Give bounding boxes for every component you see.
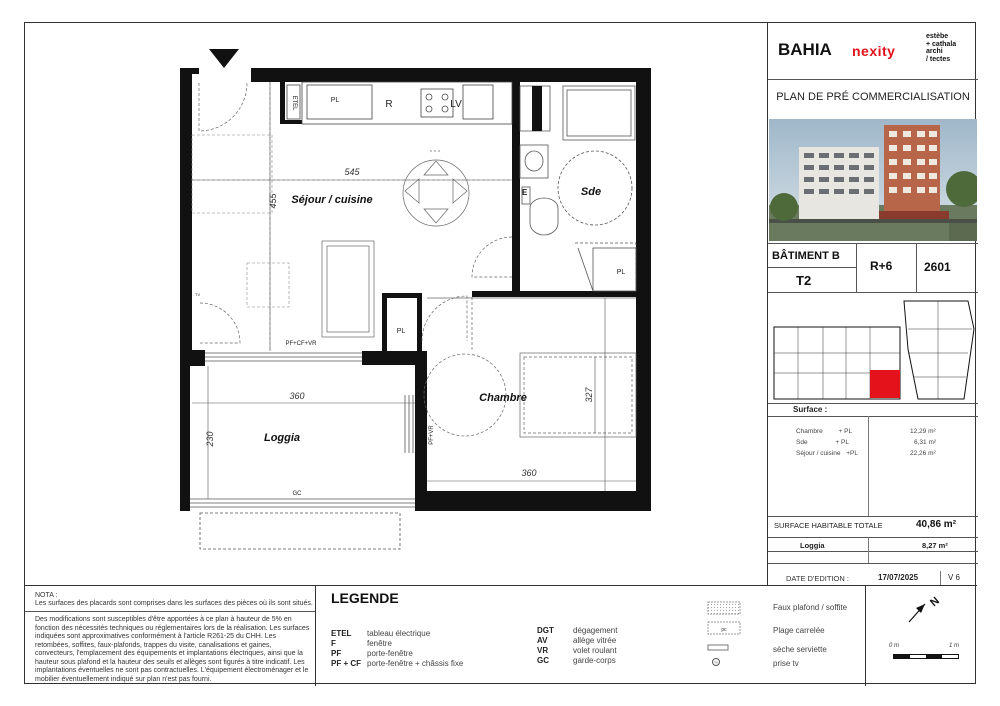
label-pf-sejour: PF+CF+VR	[285, 341, 317, 347]
apartment-highlight	[870, 370, 900, 398]
dining-table	[403, 151, 469, 226]
legend-right: DGT dégagement AV allège vitrée VR volet roulant GC garde-corps	[537, 626, 618, 665]
label-pl-chambre: PL	[396, 328, 406, 335]
dim-loggia-width: 360	[289, 391, 305, 401]
label-dishwasher: LV	[450, 99, 462, 110]
note-paragraph: Des modifications sont susceptibles d'être apportées à ce plan à hauteur de 5% en fonction des nécessités techniques ou réglementaires lors de la réalisation. Les surfaces indiquées sont approximatives conformément à l'article R261-25 du CHH. Les retombées, soffites, faux-plafonds, trappes du visite, canalisations et gaines, convecteurs, l'emplacement des équipements et implantations électriques, ainsi que la hauteur sous plafond et la hauteur des seuils et allèges sont figurés à titre indicatif. Les implantations éventuelles ne sont pas contractuelles. L'équipement électroménager et le mobilier éventuellement indiqué sur plan n'est pas fourni.	[35, 616, 310, 683]
label-fridge: R	[385, 99, 393, 110]
legend-symbol-label: Faux plafond / soffite	[773, 603, 848, 612]
room-label-chambre: Chambre	[479, 392, 527, 404]
walls	[180, 68, 651, 511]
label-pl-kitchen: PL	[330, 97, 340, 104]
plan-sheet	[24, 22, 976, 684]
room-label-sde: Sde	[580, 186, 602, 198]
room-label-sejour: Séjour / cuisine	[291, 194, 373, 206]
dim-chambre-height: 327	[584, 387, 594, 403]
bathroom-fixtures	[520, 86, 636, 291]
surface-row: Sde + PL	[796, 439, 849, 446]
key-plan	[768, 293, 978, 401]
loggia-surface-label: Loggia	[800, 541, 825, 550]
sofa	[322, 241, 374, 337]
apartment-type: T2	[796, 273, 812, 288]
legend-left: ETEL tableau électrique F fenêtre PF porte-fenêtre PF + CF porte-fenêtre + châssis fixe	[331, 629, 464, 668]
entrance-door	[199, 83, 247, 131]
info-panel: BAHIA nexity estèbe + cathala archi / tectes PLAN DE PRÉ COMMERCIALISATION BÂTIMENT B T2 R+6 2601 Surface : Chambre + PL 12,29 m² Sde + PL 6,31 m² Séjour / cuisine +PL 22,26 m² SURFACE HABITABLE TOTALE 40,86 m² Loggia 8,27 m² DATE D'EDITION : 17/07/2025 V 6	[767, 23, 978, 585]
nexity-logo: nexity	[852, 43, 896, 59]
building-photo	[769, 119, 977, 241]
version: V 6	[948, 573, 961, 582]
room-label-loggia: Loggia	[263, 432, 301, 444]
architect-logo: estèbe + cathala archi / tectes	[926, 33, 957, 63]
towel-dryer-icon	[708, 645, 728, 650]
svg-text:TV: TV	[714, 660, 718, 665]
kitchen-counter	[287, 82, 512, 124]
total-surface-value: 40,86 m²	[916, 519, 957, 530]
legend-title: LEGENDE	[331, 590, 399, 606]
surface-value-sejour: 22,26	[910, 450, 927, 457]
label-water-heater: E	[522, 188, 528, 197]
label-tv: TV	[195, 292, 201, 297]
scale-start: 0 m	[889, 643, 900, 649]
building-label: BÂTIMENT B	[772, 250, 840, 262]
surface-value-chambre: 12,29	[910, 428, 927, 435]
north-label: N	[928, 594, 942, 610]
legend-symbol-label: prise tv	[773, 659, 799, 668]
surface-row: Chambre + PL	[796, 428, 853, 435]
edition-date: 17/07/2025	[878, 573, 919, 582]
lot-number: 2601	[924, 260, 951, 274]
floor-plan	[25, 23, 767, 585]
entrance-arrow-icon	[209, 49, 239, 68]
inner-doors	[200, 237, 512, 436]
bottom-band	[25, 585, 977, 686]
label-etel: ETEL	[291, 95, 297, 111]
bed	[427, 297, 636, 437]
hatch-pattern-icon	[708, 602, 740, 614]
label-pf-chambre: PF+VR	[429, 425, 435, 445]
scale-bar	[893, 654, 959, 659]
scale-end: 1 m	[949, 643, 960, 649]
project-name: BAHIA	[778, 40, 832, 59]
dim-sejour-height: 455	[268, 193, 278, 209]
dim-chambre-width: 360	[521, 468, 537, 478]
windows	[190, 353, 415, 549]
legend-symbol-label: sèche serviette	[773, 645, 827, 654]
svg-text:pc: pc	[721, 627, 727, 633]
dim-loggia-height: 230	[205, 431, 215, 447]
legend-symbols	[707, 600, 741, 680]
plan-title: PLAN DE PRÉ COMMERCIALISATION	[776, 91, 970, 103]
north-arrow-icon	[903, 592, 951, 626]
surface-value-sde: 6,31	[914, 439, 927, 446]
note-title: NOTA :	[35, 592, 58, 599]
surface-title: Surface :	[793, 405, 828, 414]
label-pl-sde: PL	[616, 269, 626, 276]
legend-symbol-label: Plage carrelée	[773, 626, 825, 635]
loggia-surface-value: 8,27 m²	[922, 541, 948, 550]
dimension-lines	[192, 82, 636, 499]
surface-row: Séjour / cuisine +PL	[796, 450, 859, 457]
total-surface-label: SURFACE HABITABLE TOTALE	[774, 521, 883, 530]
label-gc: GC	[292, 491, 302, 497]
floor-level: R+6	[870, 259, 893, 273]
note-line: Les surfaces des placards sont comprises dans les surfaces des pièces où ils sont situés.	[35, 600, 313, 607]
edition-date-label: DATE D'EDITION :	[786, 574, 849, 583]
dim-sejour-width: 545	[344, 167, 360, 177]
